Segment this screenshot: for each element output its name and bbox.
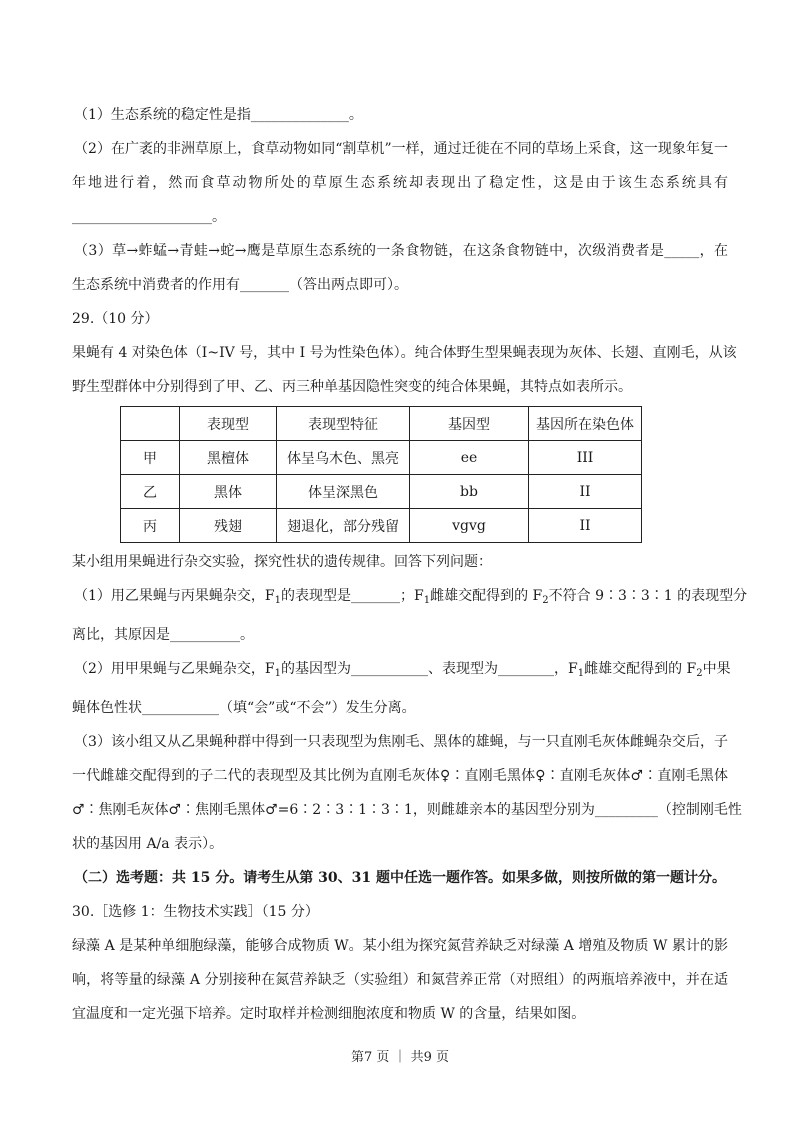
table-header-cell: 基因所在染色体	[529, 407, 642, 441]
table-cell: bb	[410, 475, 529, 509]
text-run: （2）用甲果蝇与乙果蝇杂交，F	[74, 661, 275, 677]
text-run: 雌雄交配得到的 F	[584, 661, 697, 677]
subscript: 2	[696, 668, 703, 679]
exam-page	[72, 98, 748, 1031]
table-cell: 黑体	[180, 475, 277, 509]
q29-after-table: 某小组用果蝇进行杂交实验，探究性状的遗传规律。回答下列问题：	[72, 554, 492, 570]
table-cell: 体呈乌木色、黑亮	[277, 441, 410, 475]
table-cell: 甲	[121, 441, 180, 475]
q28-part2-line3: ____________________。	[72, 209, 226, 225]
q29-intro-line1: 果蝇有 4 对染色体（I~IV 号，其中 I 号为性染色体）。纯合体野生型果蝇表现为灰体、长翅、直刚毛，从该	[72, 345, 737, 361]
subscript: 1	[274, 668, 281, 679]
q29-sub2-line1	[72, 652, 731, 691]
q29-header: 29.（10 分）	[72, 311, 159, 327]
q30-line3: 宜温度和一定光强下培养。定时取样并检测细胞浓度和物质 W 的含量，结果如图。	[72, 1006, 586, 1022]
table-header-cell: 基因型	[410, 407, 529, 441]
table-cell: 丙	[121, 509, 180, 543]
table-cell: 残翅	[180, 509, 277, 543]
q28-part1: （1）生态系统的稳定性是指______________。	[74, 107, 363, 123]
q28-part2-line2: 年地进行着，然而食草动物所处的草原生态系统却表现出了稳定性，这是由于该生态系统具有	[72, 175, 728, 191]
text-run: 不符合 9∶3∶3∶1 的表现型分	[548, 588, 748, 604]
q30-header: 30.［选修 1：生物技术实践］（15 分）	[72, 904, 319, 920]
table-cell: 乙	[121, 475, 180, 509]
q30-line2: 响，将等量的绿藻 A 分别接种在氮营养缺乏（实验组）和氮营养正常（对照组）的两瓶培养液中，并在适	[72, 972, 728, 988]
mutant-traits-table	[120, 406, 642, 543]
q29-sub3-line4: 状的基因用 A/a 表示）。	[72, 836, 224, 852]
q29-sub1-line2: 离比，其原因是__________。	[72, 627, 254, 643]
table-cell: 翅退化，部分残留	[277, 509, 410, 543]
q28-part3-line1: （3）草→蚱蜢→青蛙→蛇→鹰是草原生态系统的一条食物链，在这条食物链中，次级消费者是_____，在	[74, 243, 728, 259]
table-header-cell	[121, 407, 180, 441]
q29-intro-line2: 野生型群体中分别得到了甲、乙、丙三种单基因隐性突变的纯合体果蝇，其特点如表所示。	[72, 379, 632, 395]
table-header-cell: 表现型特征	[277, 407, 410, 441]
table-cell: III	[529, 441, 642, 475]
text-run: 的基因型为___________、表现型为________，F	[281, 661, 578, 677]
q28-part3-line2: 生态系统中消费者的作用有_______（答出两点即可）。	[72, 277, 408, 293]
text-run: 中果	[702, 661, 731, 677]
table-cell: 体呈深黑色	[277, 475, 410, 509]
q29-sub3-line2: 一代雌雄交配得到的子二代的表现型及其比例为直刚毛灰体♀∶直刚毛黑体♀∶直刚毛灰体♂∶直刚毛黑体	[72, 768, 728, 784]
table-cell: II	[529, 475, 642, 509]
q29-sub3-line3: ♂∶焦刚毛灰体♂∶焦刚毛黑体♂=6∶2∶3∶1∶3∶1，则雌雄亲本的基因型分别为_________（控制刚毛性	[72, 802, 742, 818]
subscript: 2	[542, 595, 549, 606]
q30-line1: 绿藻 A 是某种单细胞绿藻，能够合成物质 W。某小组为探究氮营养缺乏对绿藻 A 增殖及物质 W 累计的影	[72, 938, 728, 954]
q28-part2-line1: （2）在广袤的非洲草原上，食草动物如同“割草机”一样，通过迁徙在不同的草场上采食，这一现象年复一	[74, 141, 728, 157]
text-run: 雌雄交配得到的 F	[430, 588, 543, 604]
table-header-row	[121, 407, 642, 441]
table-cell: vgvg	[410, 509, 529, 543]
table-row	[121, 509, 642, 543]
table-cell: II	[529, 509, 642, 543]
section2-heading: （二）选考题：共 15 分。请考生从第 30、31 题中任选一题作答。如果多做，则按所做的第一题计分。	[74, 870, 726, 886]
table-header-cell: 表现型	[180, 407, 277, 441]
text-run: 的表现型是_______；F	[281, 588, 424, 604]
text-run: （1）用乙果蝇与丙果蝇杂交，F	[74, 588, 275, 604]
table-row	[121, 441, 642, 475]
subscript: 1	[274, 595, 281, 606]
table-cell: ee	[410, 441, 529, 475]
subscript: 1	[577, 668, 585, 679]
table-row	[121, 475, 642, 509]
q29-sub2-line2: 蝇体色性状___________（填“会”或“不会”）发生分离。	[72, 700, 416, 716]
table-cell: 黑檀体	[180, 441, 277, 475]
q29-sub1-line1	[72, 579, 748, 618]
page-footer: 第7 页 ｜ 共9 页	[350, 1050, 450, 1065]
subscript: 1	[423, 595, 431, 606]
q29-sub3-line1: （3）该小组又从乙果蝇种群中得到一只表现型为焦刚毛、黑体的雄蝇，与一只直刚毛灰体雌蝇杂交后，子	[74, 734, 728, 750]
